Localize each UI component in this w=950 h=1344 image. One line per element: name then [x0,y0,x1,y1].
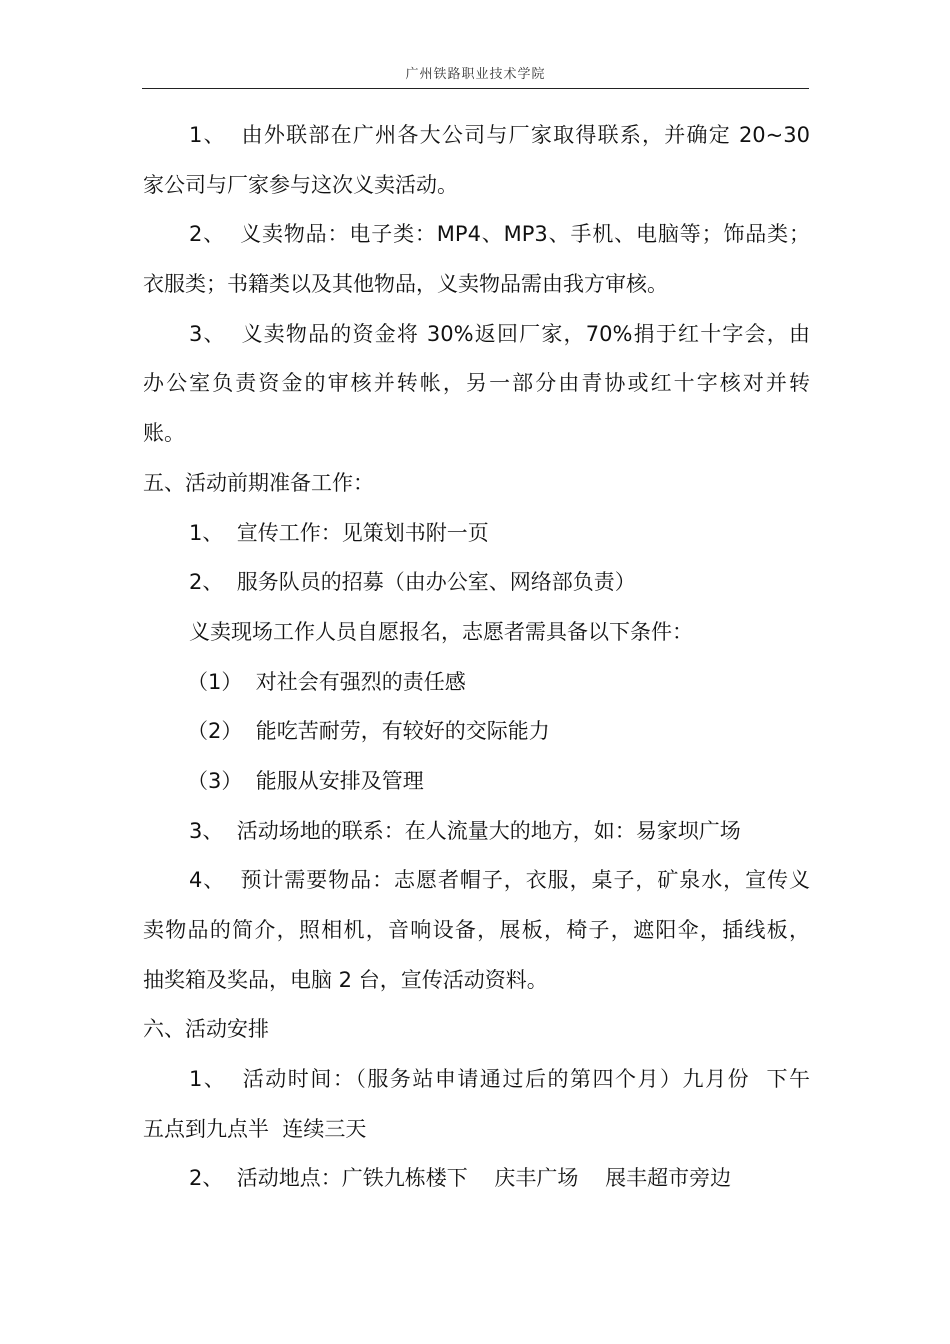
prep-item-4-line-1: 4、 预计需要物品：志愿者帽子，衣服，桌子，矿泉水，宣传义 [189,868,810,893]
prep-item-4-line-2: 卖物品的简介，照相机，音响设备，展板，椅子，遮阳伞，插线板， [143,918,810,942]
prep-item-3: 3、 活动场地的联系：在人流量大的地方，如：易家坝广场 [189,818,741,843]
section-heading-5: 五、活动前期准备工作： [143,470,374,495]
schedule-item-1-line-1: 1、 活动时间：（服务站申请通过后的第四个月）九月份 下午 [189,1067,810,1092]
prep-item-4-line-3: 抽奖箱及奖品，电脑 2 台，宣传活动资料。 [143,967,548,992]
page-header: 广州铁路职业技术学院 [142,62,809,89]
list-item-2-line-1: 2、 义卖物品：电子类：MP4、MP3、手机、电脑等；饰品类； [189,222,810,247]
requirement-2: （2） 能吃苦耐劳，有较好的交际能力 [187,719,550,744]
document-body [143,111,810,1204]
section-heading-6: 六、活动安排 [143,1017,269,1042]
list-item-2-line-2: 衣服类；书籍类以及其他物品，义卖物品需由我方审核。 [143,272,668,297]
list-item-3-line-3: 账。 [143,421,185,446]
schedule-item-2: 2、 活动地点：广铁九栋楼下 庆丰广场 展丰超市旁边 [189,1166,732,1191]
list-item-1-line-1: 1、 由外联部在广州各大公司与厂家取得联系，并确定 20~30 [189,123,810,147]
list-item-3-line-1: 3、 义卖物品的资金将 30%返回厂家，70%捐于红十字会，由 [189,321,810,346]
list-item-3-line-2: 办公室负责资金的审核并转帐，另一部分由青协或红十字核对并转 [143,371,810,396]
requirement-1: （1） 对社会有强烈的责任感 [187,669,466,694]
volunteer-requirements-intro: 义卖现场工作人员自愿报名，志愿者需具备以下条件： [189,619,693,644]
list-item-1-line-2: 家公司与厂家参与这次义卖活动。 [143,172,458,197]
requirement-3: （3） 能服从安排及管理 [187,768,424,793]
schedule-item-1-line-2: 五点到九点半 连续三天 [143,1116,367,1141]
prep-item-1: 1、 宣传工作：见策划书附一页 [189,520,489,545]
prep-item-2: 2、 服务队员的招募（由办公室、网络部负责） [189,570,636,595]
